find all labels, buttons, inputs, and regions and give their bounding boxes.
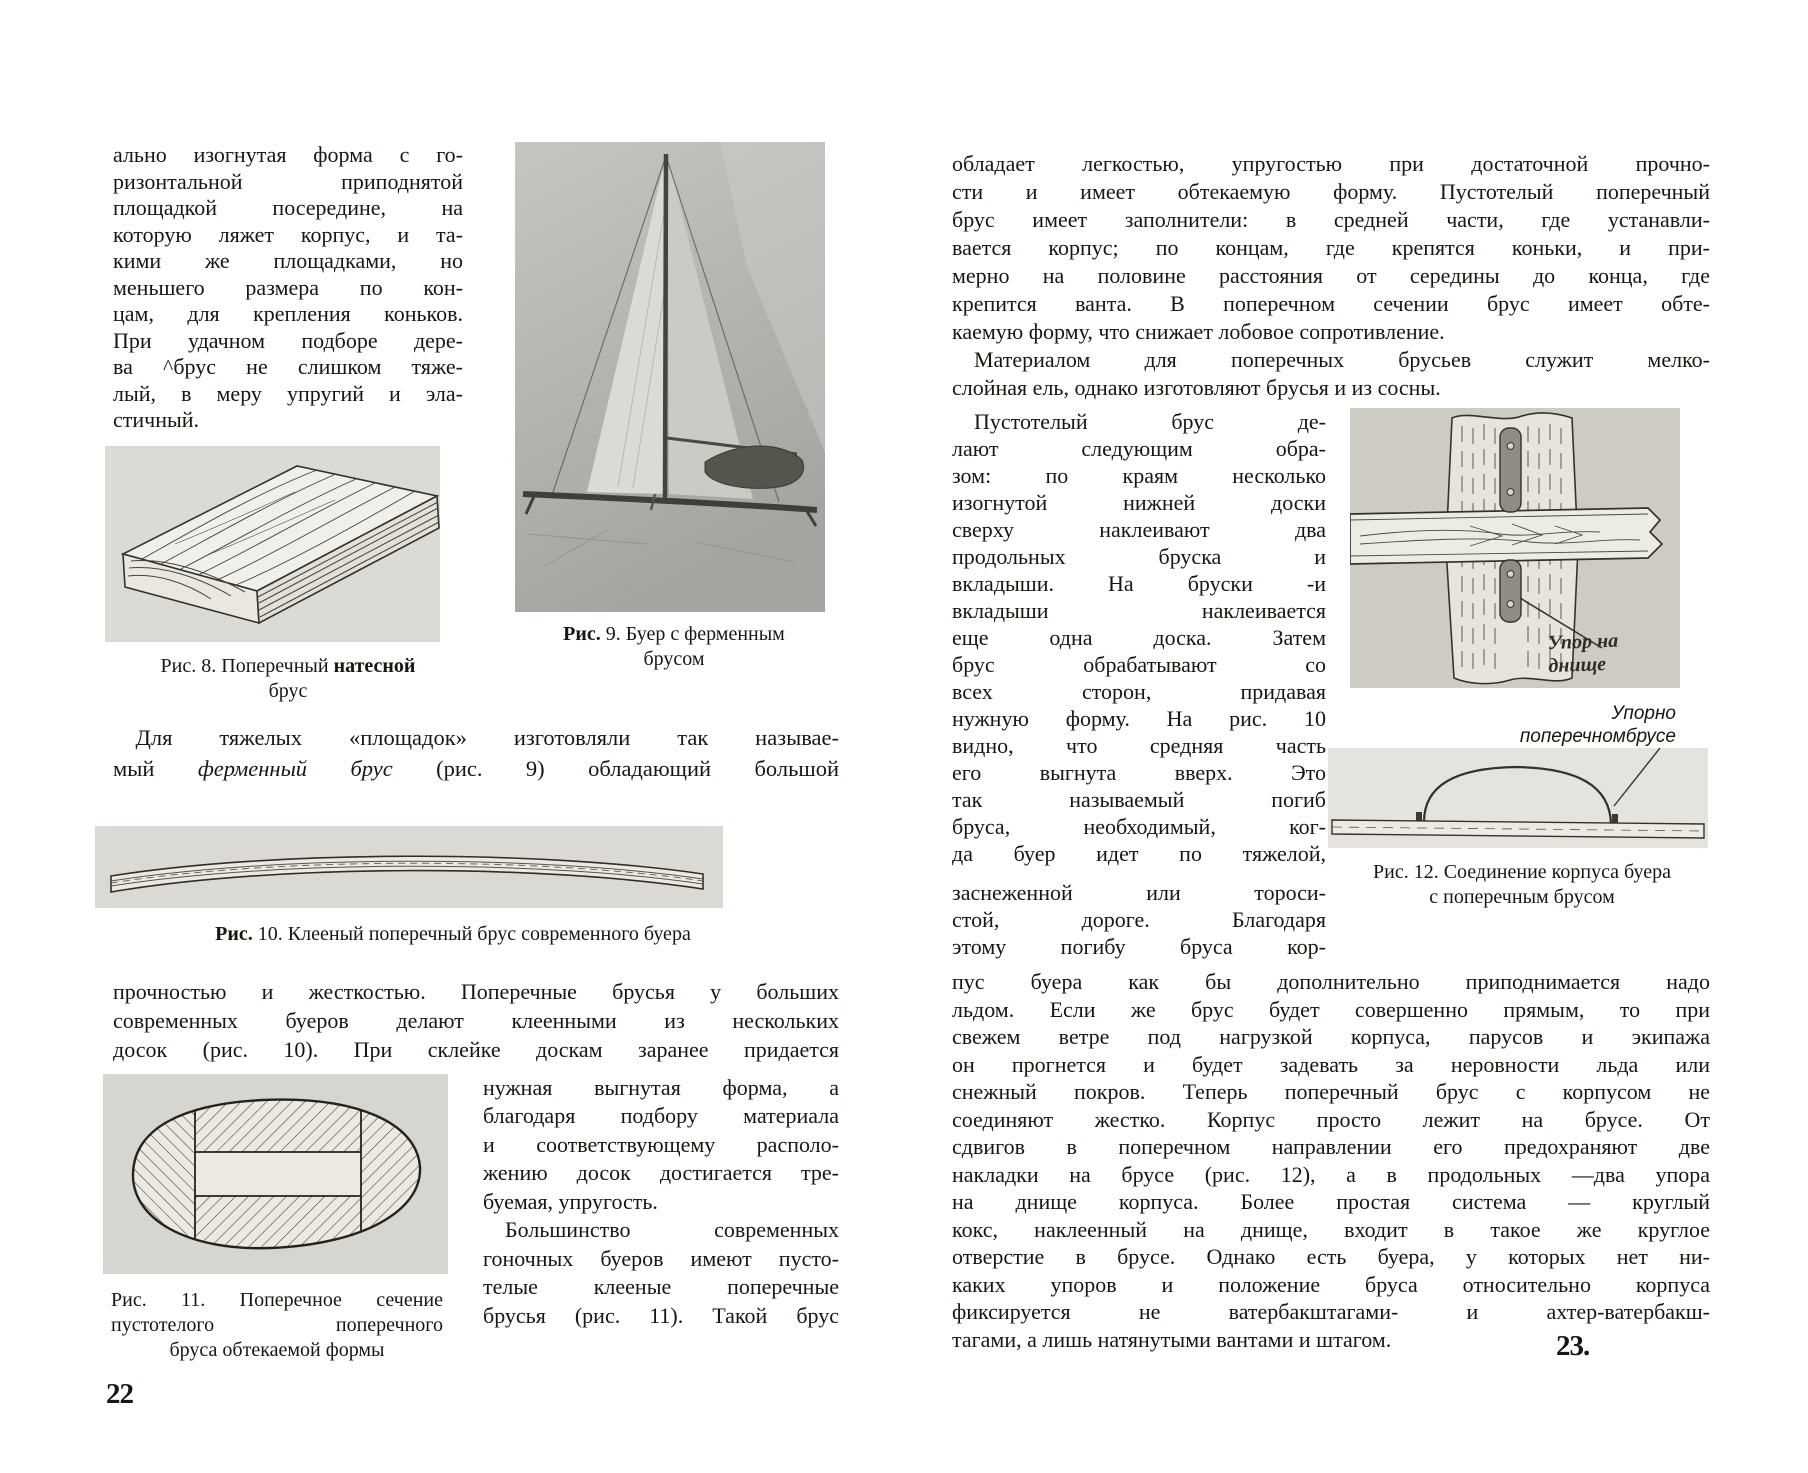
text-line: цам, для крепления коньков. [113, 301, 463, 326]
figure-12-bottom [1328, 748, 1706, 848]
text-line: накладки на брусе (рис. 12), а в продольных —два упора [952, 1161, 1710, 1187]
top-row [113, 142, 839, 704]
text-line: вкладыши наклеивается [952, 598, 1326, 623]
text-line: гоночных буеров имеют пусто- [483, 1245, 839, 1271]
text-line: снежный покров. Теперь поперечный брус с корпусом не [952, 1079, 1710, 1104]
text-line: Упорно [1611, 703, 1676, 724]
text-line: Для тяжелых «площадок» изготовляли так называе- [113, 724, 839, 750]
text-line: продольных бруска и [952, 544, 1326, 569]
text-line: отверстие в брусе. Однако есть буера, у которых нет ни- [952, 1244, 1710, 1269]
text-line: При удачном подборе дере- [113, 327, 463, 353]
bottom-right-text-column [483, 1074, 839, 1363]
text-line: Рис. 10. Клееный поперечный брус современного буера [215, 922, 691, 945]
text-line: буемая, упругость. [483, 1188, 658, 1214]
text-line: кокс, наклеенный на днище, входит в такое же круглое [952, 1216, 1710, 1242]
bottom-row [113, 1074, 839, 1363]
text-line: мерно на половине расстояния от середины до конца, где [952, 263, 1710, 288]
narrow-text-column [952, 408, 1326, 960]
text-line: бруса, необходимый, ког- [952, 814, 1326, 839]
text-line: лают следующим обра- [952, 436, 1326, 461]
bolshinstvo-paragraph [483, 1216, 839, 1330]
text-line: изогнутой нижней доски [952, 490, 1326, 515]
fermenny-paragraph [113, 722, 839, 784]
figure-11 [103, 1074, 451, 1363]
text-line: досок (рис. 10). При склейке доскам заранее придается [113, 1036, 839, 1062]
figure-12-bottom-drawing [1328, 748, 1708, 848]
text-line: брус [268, 679, 308, 702]
text-line: Рис. 8. Поперечный натесной [160, 654, 416, 677]
text-line: он прогнется и будет задевать за неровности льда или [952, 1051, 1710, 1077]
figure-12 [1354, 408, 1706, 960]
figure-8 [105, 446, 463, 642]
text-line: Рис. 12. Соединение корпуса буера [1373, 861, 1671, 883]
text-line: пус буера как бы дополнительно приподнимается надо [952, 969, 1710, 994]
figure-9-caption [524, 622, 824, 672]
figure-9-photo [515, 142, 825, 612]
text-line: стичный. [113, 407, 200, 432]
text-line: слойная ель, однако изготовляют брусья и из сосны. [952, 375, 1441, 400]
material-paragraph [952, 346, 1710, 402]
text-line: пустотелого поперечного [111, 1313, 443, 1336]
text-line: Рис. 9. Буер с ферменным [563, 623, 785, 645]
figure-10 [95, 826, 839, 908]
text-line: вкладыши. На бруски -и [952, 571, 1326, 596]
text-line: днище [1548, 653, 1607, 678]
text-line: на днище корпуса. Более простая система — круглый [952, 1189, 1710, 1214]
text-line: заснеженной или тороси- [952, 880, 1326, 905]
text-line: площадкой посередине, на [113, 195, 463, 220]
figure-10-drawing [95, 826, 723, 908]
vygnutaya-paragraph [483, 1074, 839, 1217]
text-line: брус имеет заполнители: в средней части, где устанавли- [952, 207, 1710, 232]
text-line: которую ляжет корпус, и та- [113, 221, 463, 247]
pustotely-paragraph [952, 408, 1326, 867]
page-number-right: 23. [1556, 1330, 1590, 1362]
text-line: ально изогнутая форма с го- [113, 142, 463, 167]
text-line: Упор на [1547, 629, 1619, 655]
text-line: сверху наклеивают два [952, 517, 1326, 542]
text-line: меньшего размера по кон- [113, 274, 463, 300]
text-line: ва ^брус не слишком тяже- [113, 354, 463, 379]
text-line: прочностью и жесткостью. Поперечные брусья у больших [113, 978, 839, 1004]
text-line: видно, что средняя часть [952, 733, 1326, 758]
text-line: поперечномбрусе [1519, 726, 1676, 747]
final-paragraph [952, 968, 1710, 1353]
text-line: зом: по краям несколько [952, 463, 1326, 488]
top-right-column [515, 142, 833, 704]
text-line: брус обрабатывают со [952, 652, 1326, 677]
figure-12-caption [1346, 860, 1698, 910]
figure-11-drawing [103, 1074, 448, 1274]
text-line: сти и имеет обтекаемую форму. Пустотелый поперечный [952, 179, 1710, 204]
text-line: фиксируется не ватербакштагами- и ахтер-ватербакш- [952, 1299, 1710, 1324]
obladaet-paragraph [952, 150, 1710, 346]
zasnezhennoy-paragraph [952, 879, 1326, 960]
text-line: нужная выгнутая форма, а [483, 1074, 839, 1100]
text-line: свежем ветре под нагрузкой корпуса, парусов и экипажа [952, 1024, 1710, 1049]
bottom-stop-label [1547, 628, 1669, 678]
figure-8-caption [138, 654, 438, 704]
text-line: брусья (рис. 11). Такой брус [483, 1302, 839, 1328]
text-line: Материалом для поперечных брусьев служит мелко- [952, 347, 1710, 372]
text-line: его выгнута вверх. Это [952, 760, 1326, 785]
text-line: Большинство современных [483, 1217, 839, 1242]
text-line: лый, в меру упругий и эла- [113, 380, 463, 406]
text-line: нужную форму. На рис. 10 [952, 706, 1326, 731]
text-line: кими же площадками, но [113, 248, 463, 273]
text-line: крепится ванта. В поперечном сечении брус имеет обте- [952, 291, 1710, 316]
text-line: стой, дороге. Благодаря [952, 907, 1326, 932]
text-line: каемую форму, что снижает лобовое сопротивление. [952, 319, 1445, 344]
text-line: еще одна доска. Затем [952, 625, 1326, 650]
text-line: современных буеров делают клеенными из нескольких [113, 1007, 839, 1033]
text-line: льдом. Если же брус будет совершенно прямым, то при [952, 996, 1710, 1022]
text-line: всех сторон, придавая [952, 679, 1326, 704]
text-line: мый ферменный брус (рис. 9) обладающий большой [113, 755, 839, 781]
middle-row [952, 408, 1710, 960]
text-line: да буер идет по тяжелой, [952, 841, 1326, 866]
page-number-left: 22 [106, 1378, 133, 1410]
text-line: брусом [643, 648, 705, 670]
text-line: жению досок достигается тре- [483, 1160, 839, 1185]
text-line: каких упоров и положение бруса относительно корпуса [952, 1271, 1710, 1297]
intro-paragraph [113, 142, 463, 434]
right-page [952, 150, 1710, 1353]
text-line: соединяют жестко. Корпус просто лежит на брусе. От [952, 1106, 1710, 1132]
text-line: этому погибу бруса кор- [952, 934, 1326, 959]
top-left-column [113, 142, 463, 704]
text-line: обладает легкостью, упругостью при достаточной прочно- [952, 151, 1710, 176]
figure-10-caption [133, 922, 773, 947]
text-line: Пустотелый брус де- [952, 409, 1326, 434]
text-line: сдвигов в поперечном направлении его предохраняют две [952, 1134, 1710, 1159]
left-page [113, 142, 839, 1363]
text-line: ризонтальной приподнятой [113, 168, 463, 194]
text-line: бруса обтекаемой формы [169, 1338, 385, 1361]
text-line: благодаря подбору материала [483, 1103, 839, 1128]
beam-stop-label [1354, 702, 1706, 748]
text-line: телые клееные поперечные [483, 1274, 839, 1299]
text-line: и соответствующему располо- [483, 1131, 839, 1157]
figure-11-caption [111, 1288, 443, 1363]
text-line: так называемый погиб [952, 787, 1326, 812]
text-line: тагами, а лишь натянутыми вантами и штагом. [952, 1326, 1392, 1352]
figure-8-drawing [105, 446, 440, 642]
text-line: вается корпус; по концам, где крепятся коньки, и при- [952, 235, 1710, 260]
text-line: Рис. 11. Поперечное сечение [111, 1288, 443, 1311]
figure-12-top [1350, 408, 1680, 688]
prochnost-paragraph [113, 977, 839, 1064]
text-line: с поперечным брусом [1429, 886, 1615, 908]
